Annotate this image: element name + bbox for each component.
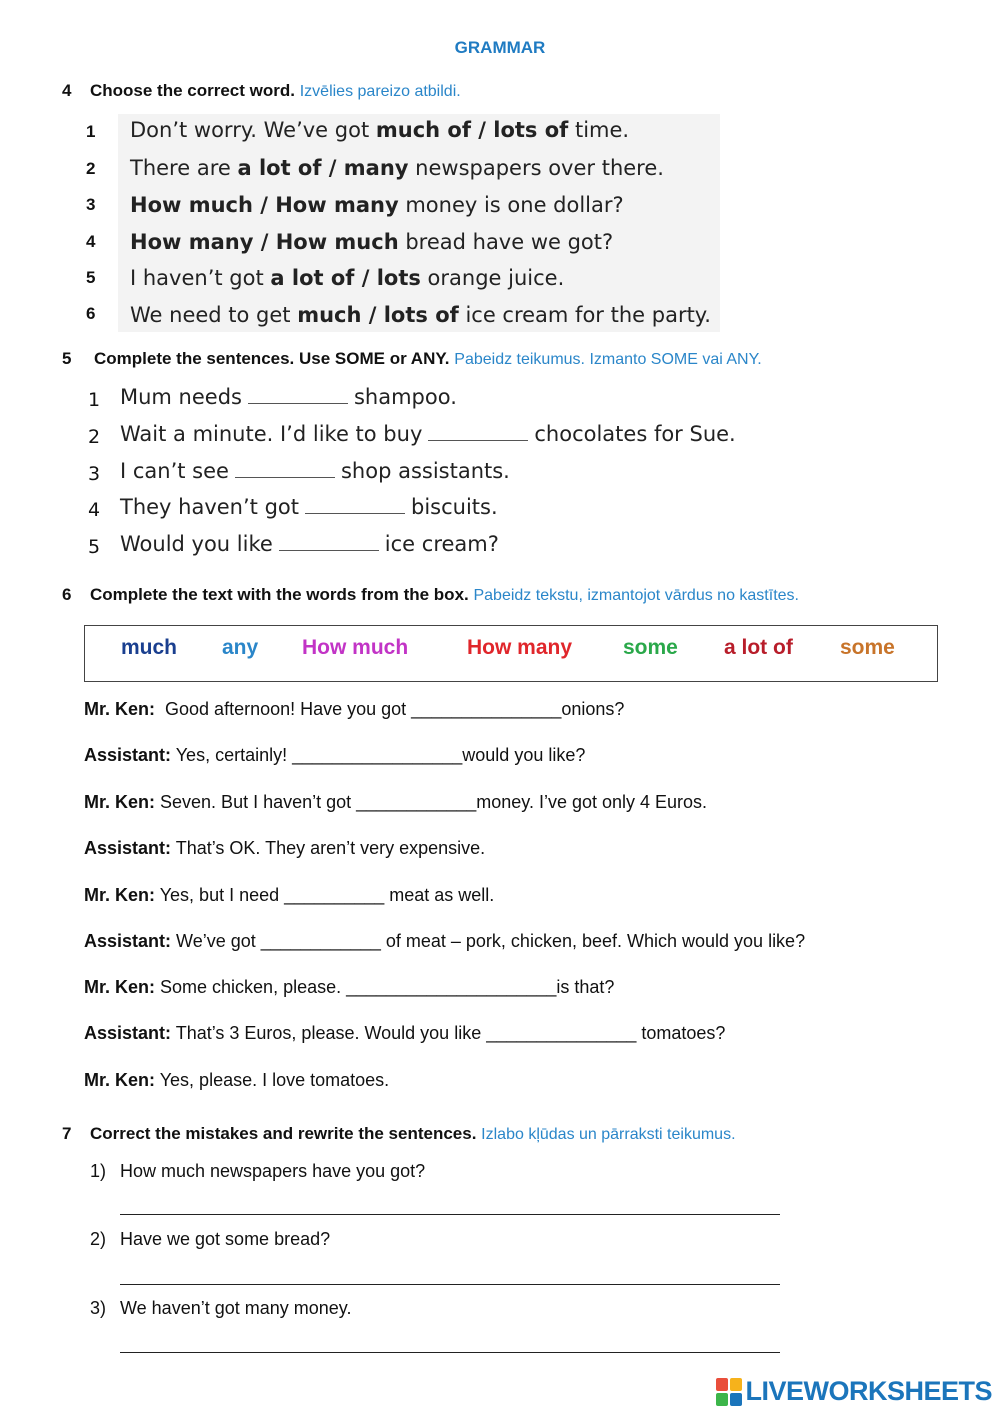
ex7-item-number: 3) xyxy=(90,1298,107,1318)
ex5-item-text: chocolates for Sue. xyxy=(534,422,736,446)
ex4-item-text: Don’t worry. We’ve got xyxy=(130,118,376,142)
exercise-7-heading xyxy=(62,1124,736,1144)
ex7-item-number: 1) xyxy=(90,1161,107,1181)
ex7-item-3 xyxy=(90,1298,351,1319)
dialogue-text[interactable]: Some chicken, please. _____________________is that? xyxy=(155,977,615,997)
dialogue-text[interactable]: We’ve got ____________ of meat – pork, chicken, beef. Which would you like? xyxy=(171,931,806,951)
exercise-7-number: 7 xyxy=(62,1124,72,1143)
dialogue-line xyxy=(84,792,707,813)
ex4-item-text: I haven’t got xyxy=(130,266,271,290)
liveworksheets-logo-text: LIVEWORKSHEETS xyxy=(745,1376,992,1406)
ex4-item-1[interactable] xyxy=(130,118,629,142)
word-box-item[interactable]: much xyxy=(121,636,178,659)
dialogue-speaker: Assistant: xyxy=(84,931,172,951)
ex4-item-6[interactable] xyxy=(130,303,711,327)
word-box-item[interactable]: any xyxy=(222,636,259,659)
ex4-choice[interactable]: much / lots of xyxy=(297,303,459,327)
ex4-item-text: We need to get xyxy=(130,303,298,327)
ex4-item-number: 3 xyxy=(86,195,96,214)
ex5-item-text: Mum needs xyxy=(120,385,242,409)
exercise-6-instruction: Complete the text with the words from the box. xyxy=(90,585,469,604)
ex5-item-text: They haven’t got xyxy=(120,495,299,519)
dialogue-text[interactable]: Good afternoon! Have you got _______________onions? xyxy=(155,699,625,719)
exercise-7-instruction-lv: Izlabo kļūdas un pārraksti teikumus. xyxy=(481,1126,736,1143)
ex4-item-number: 4 xyxy=(86,232,96,251)
exercise-6-instruction-lv: Pabeidz tekstu, izmantojot vārdus no kastītes. xyxy=(473,587,799,604)
word-box-item[interactable]: some xyxy=(623,636,678,659)
dialogue-text[interactable]: That’s 3 Euros, please. Would you like _______________ tomatoes? xyxy=(171,1023,726,1043)
ex7-item-text: How much newspapers have you got? xyxy=(120,1161,426,1181)
ex7-item-1 xyxy=(90,1161,425,1182)
ex5-item-text: Wait a minute. I’d like to buy xyxy=(120,422,423,446)
dialogue-line xyxy=(84,1023,725,1044)
exercise-4-number: 4 xyxy=(62,81,72,100)
exercise-4-image-panel xyxy=(118,114,720,332)
ex4-item-number: 2 xyxy=(86,159,96,178)
ex7-answer-line[interactable] xyxy=(120,1284,780,1285)
ex5-item-text: biscuits. xyxy=(411,495,498,519)
exercise-4-instruction: Choose the correct word. xyxy=(90,81,295,100)
ex5-item-5 xyxy=(120,532,499,556)
dialogue-line xyxy=(84,838,485,859)
ex5-answer-blank[interactable] xyxy=(235,463,335,478)
ex4-item-text: orange juice. xyxy=(420,266,565,290)
ex5-item-text: Would you like xyxy=(120,532,273,556)
ex7-item-number: 2) xyxy=(90,1229,107,1249)
ex5-answer-blank[interactable] xyxy=(279,536,379,551)
ex4-item-text: time. xyxy=(568,118,630,142)
ex4-item-text: newspapers over there. xyxy=(408,156,664,180)
ex4-choice[interactable]: How many / How much xyxy=(130,230,399,254)
dialogue-speaker: Mr. Ken: xyxy=(84,792,156,812)
ex5-item-number: 3 xyxy=(88,463,101,485)
ex7-answer-line[interactable] xyxy=(120,1352,780,1353)
dialogue-text[interactable]: Seven. But I haven’t got ____________money. I’ve got only 4 Euros. xyxy=(155,792,708,812)
word-box-item[interactable]: a lot of xyxy=(724,636,793,659)
ex5-item-number: 2 xyxy=(88,426,101,448)
page-title: GRAMMAR xyxy=(454,38,546,57)
dialogue-text[interactable]: Yes, certainly! _________________would you like? xyxy=(171,745,586,765)
ex4-item-number: 5 xyxy=(86,268,96,287)
ex4-choice[interactable]: a lot of / many xyxy=(237,156,409,180)
ex5-item-1 xyxy=(120,385,457,409)
exercise-5-instruction-lv: Pabeidz teikumus. Izmanto SOME vai ANY. xyxy=(454,351,762,368)
ex4-item-number: 1 xyxy=(86,122,96,141)
ex5-item-text: shop assistants. xyxy=(340,459,510,483)
ex4-item-text: There are xyxy=(130,156,238,180)
ex4-item-4[interactable] xyxy=(130,230,613,254)
liveworksheets-logo xyxy=(716,1376,992,1407)
ex5-item-text: ice cream? xyxy=(384,532,499,556)
ex4-item-number: 6 xyxy=(86,304,96,323)
dialogue-speaker: Assistant: xyxy=(84,745,172,765)
dialogue-speaker: Assistant: xyxy=(84,838,172,858)
ex7-answer-line[interactable] xyxy=(120,1214,780,1215)
ex5-item-number: 4 xyxy=(88,499,101,521)
exercise-6-heading xyxy=(62,585,799,605)
ex7-item-2 xyxy=(90,1229,330,1250)
exercise-6-number: 6 xyxy=(62,585,72,604)
word-box-item[interactable]: How many xyxy=(467,636,573,659)
dialogue-text: Yes, please. I love tomatoes. xyxy=(155,1070,390,1090)
ex5-item-4 xyxy=(120,495,498,519)
dialogue-line xyxy=(84,745,585,766)
dialogue-line xyxy=(84,977,614,998)
dialogue-line xyxy=(84,1070,389,1091)
ex5-item-2 xyxy=(120,422,736,446)
ex4-item-text: bread have we got? xyxy=(398,230,614,254)
word-box-item[interactable]: How much xyxy=(302,636,409,659)
ex4-choice[interactable]: much of / lots of xyxy=(375,118,569,142)
ex4-item-text: money is one dollar? xyxy=(398,193,624,217)
ex4-item-text: ice cream for the party. xyxy=(458,303,711,327)
dialogue-line xyxy=(84,931,805,952)
ex4-choice[interactable]: How much / How many xyxy=(130,193,399,217)
dialogue-speaker: Mr. Ken: xyxy=(84,1070,156,1090)
dialogue-speaker: Assistant: xyxy=(84,1023,172,1043)
exercise-5-number: 5 xyxy=(62,349,72,368)
dialogue-speaker: Mr. Ken: xyxy=(84,885,156,905)
ex7-item-text: We haven’t got many money. xyxy=(120,1298,352,1318)
ex4-item-5[interactable] xyxy=(130,266,564,290)
word-box-item[interactable]: some xyxy=(840,636,895,659)
exercise-7-instruction: Correct the mistakes and rewrite the sentences. xyxy=(90,1124,477,1143)
ex5-item-text: I can’t see xyxy=(120,459,229,483)
ex5-answer-blank[interactable] xyxy=(305,499,405,514)
ex5-answer-blank[interactable] xyxy=(248,389,348,404)
ex5-answer-blank[interactable] xyxy=(428,426,528,441)
exercise-5-heading xyxy=(62,349,762,369)
exercise-4-heading xyxy=(62,81,461,101)
dialogue-line xyxy=(84,885,494,906)
ex7-item-text: Have we got some bread? xyxy=(120,1229,331,1249)
dialogue-line xyxy=(84,699,624,720)
exercise-4-instruction-lv: Izvēlies pareizo atbildi. xyxy=(299,83,461,100)
ex4-choice[interactable]: a lot of / lots xyxy=(270,266,421,290)
liveworksheets-logo-icon xyxy=(716,1378,742,1406)
dialogue-text: That’s OK. They aren’t very expensive. xyxy=(171,838,486,858)
ex5-item-text: shampoo. xyxy=(353,385,457,409)
dialogue-speaker: Mr. Ken: xyxy=(84,699,156,719)
ex5-item-number: 5 xyxy=(88,536,101,558)
ex5-item-number: 1 xyxy=(88,389,101,411)
ex4-item-3[interactable] xyxy=(130,193,624,217)
ex4-item-2[interactable] xyxy=(130,156,664,180)
dialogue-text[interactable]: Yes, but I need __________ meat as well. xyxy=(155,885,495,905)
exercise-5-instruction: Complete the sentences. Use SOME or ANY. xyxy=(94,349,450,368)
dialogue-speaker: Mr. Ken: xyxy=(84,977,156,997)
ex5-item-3 xyxy=(120,459,510,483)
